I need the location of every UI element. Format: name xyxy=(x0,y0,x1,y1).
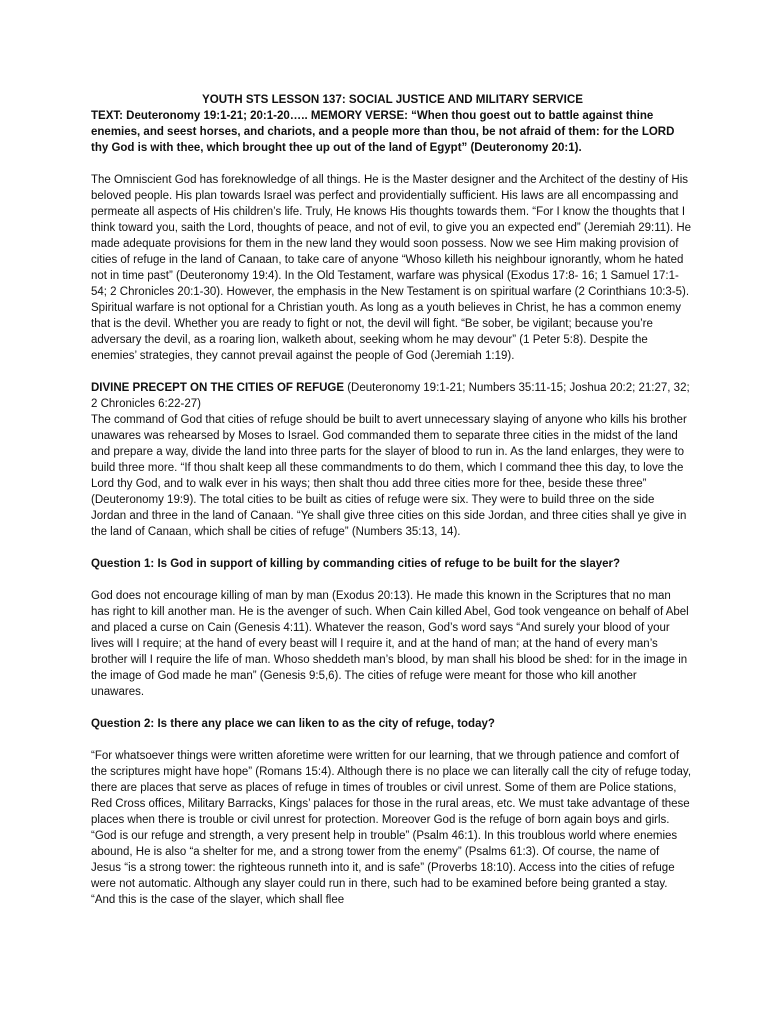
text-and-memory-verse: TEXT: Deuteronomy 19:1-21; 20:1-20….. MEMORY VERSE: “When thou goest out to battle against thine enemies, and seest horses, and chariots, and a people more than thou, be not afraid of them: for the LORD thy God is with thee, which brought thee up out of the land of Egypt” (Deuteronomy 20:1). xyxy=(91,110,675,154)
section-header-line xyxy=(91,380,692,412)
section-heading: DIVINE PRECEPT ON THE CITIES OF REFUGE xyxy=(91,382,345,394)
question-1: Question 1: Is God in support of killing by commanding cities of refuge to be built for the slayer? xyxy=(91,558,621,570)
paragraph-gap xyxy=(91,572,692,588)
lesson-title: YOUTH STS LESSON 137: SOCIAL JUSTICE AND MILITARY SERVICE xyxy=(202,93,583,106)
paragraph-gap xyxy=(91,540,692,556)
answer-2-paragraph: “For whatsoever things were written aforetime were written for our learning, that we through patience and comfort of the scriptures might have hope” (Romans 15:4). Although there is no place we can literally call the city of refuge today, there are places that serve as places of refuge in times of troubles or civil unrest. Some of them are Police stations, Red Cross offices, Military Barracks, Kings’ palaces for those in the rural areas, etc. We must take advantage of these places when there is trouble or civil unrest for protection. Moreover God is the refuge of born again boys and girls. “God is our refuge and strength, a very present help in trouble” (Psalm 46:1). In this troublous world where enemies abound, He is also “a shelter for me, and a strong tower from the enemy” (Psalms 61:3). Of course, the name of Jesus “is a strong tower: the righteous runneth into it, and is safe” (Proverbs 18:10). Access into the cities of refuge were not automatic. Although any slayer could run in there, such had to be examined before being granted a stay. “And this is the case of the slayer, which shall flee xyxy=(91,750,692,906)
paragraph-gap xyxy=(91,364,692,380)
section-references: (Deuteronomy 19:1-21; Numbers 35:11-15; Joshua 20:2; 21:27, 32; 2 Chronicles 6:22-27) xyxy=(91,382,690,410)
paragraph-gap xyxy=(91,156,692,172)
paragraph-gap xyxy=(91,700,692,716)
section-body-paragraph: The command of God that cities of refuge should be built to avert unnecessary slaying of anyone who kills his brother unawares was rehearsed by Moses to Israel. God commanded them to separate three cities in the midst of the land and prepare a way, divide the land into three parts for the slayer of blood to run in. As the land enlarges, they were to build three more. “If thou shalt keep all these commandments to do them, which I command thee this day, to love the Lord thy God, and to walk ever in his ways; then shalt thou add three cities more for thee, beside these three” (Deuteronomy 19:9). The total cities to be built as cities of refuge were six. They were to build three on the side Jordan and three in the land of Canaan. “Ye shall give three cities on this side Jordan, and three cities shall ye give in the land of Canaan, which shall be cities of refuge” (Numbers 35:13, 14). xyxy=(91,414,687,538)
intro-paragraph: The Omniscient God has foreknowledge of all things. He is the Master designer and the Architect of the destiny of His beloved people. His plan towards Israel was perfect and providentially sufficient. His laws are all encompassing and permeate all aspects of His children’s life. Truly, He knows His thoughts towards them. “For I know the thoughts that I think toward you, saith the Lord, thoughts of peace, and not of evil, to give you an expected end” (Jeremiah 29:11). He made adequate provisions for them in the new land they would soon possess. Now we see Him making provision of cities of refuge in the land of Canaan, to take care of anyone “Whoso killeth his neighbour ignorantly, whom he hated not in time past” (Deuteronomy 19:4). In the Old Testament, warfare was physical (Exodus 17:8- 16; 1 Samuel 17:1-54; 2 Chronicles 20:1-30). However, the emphasis in the New Testament is on spiritual warfare (2 Corinthians 10:3-5). Spiritual warfare is not optional for a Christian youth. As long as a youth believes in Christ, he has a common enemy that is the devil. Whether you are ready to fight or not, the devil will fight. “Be sober, be vigilant; because you’re adversary the devil, as a roaring lion, walketh about, seeking whom he may devour” (1 Peter 5:8). Despite the enemies’ strategies, they cannot prevail against the people of God (Jeremiah 1:19). xyxy=(91,174,692,362)
answer-1-paragraph: God does not encourage killing of man by man (Exodus 20:13). He made this known in the Scriptures that no man has right to kill another man. He is the avenger of such. When Cain killed Abel, God took vengeance on behalf of Abel and placed a curse on Cain (Genesis 4:11). Whatever the reason, God’s word says “And surely your blood of your lives will I require; at the hand of every beast will I require it, and at the hand of man; at the hand of every man’s brother will I require the life of man. Whoso sheddeth man’s blood, by man shall his blood be shed: for in the image in the image of God made he man” (Genesis 9:5,6). The cities of refuge were meant for those who kill another unawares. xyxy=(91,590,689,698)
question-2: Question 2: Is there any place we can liken to as the city of refuge, today? xyxy=(91,718,495,730)
paragraph-gap xyxy=(91,732,692,748)
